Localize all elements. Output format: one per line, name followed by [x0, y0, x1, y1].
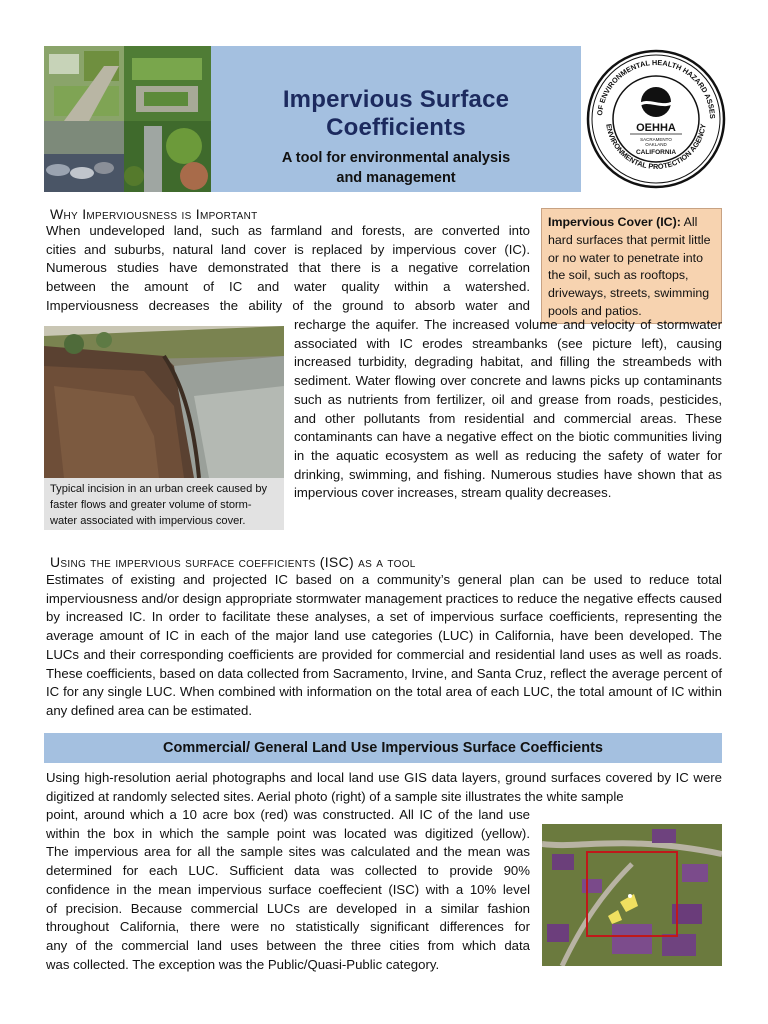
header-photo-collage: [44, 46, 211, 192]
section3-line: determined for each LUC. Sufficient data was collected to provide 90%: [46, 863, 530, 879]
section3-line: was collected. The exception was the Public/Quasi-Public category.: [46, 956, 440, 972]
impervious-cover-definition-callout: [541, 208, 722, 324]
section3-line: throughout California, there were no statistically significant differences for: [46, 919, 530, 935]
section3-line: The impervious area for all the sample sites was calculated and the mean was: [46, 844, 530, 860]
subtitle-line-2: and management: [336, 170, 456, 186]
section1-narrow-text: [294, 316, 722, 503]
section1-narrow-paragraph: recharge the aquifer. The increased volume and velocity of stormwater associated with IC erodes streambanks (see picture left), causing increased turbidity, degrading habitat, and filling the streambeds with sediment. Water flowing over concrete and lawns picks up contaminants such as nutrients from fertilizer, oil and grease from roads, pesticides, and other pollutants from residential and commercial areas. These contaminants can have a negative effect on the biotic communities living in the aquatic ecosystem as well as reducing the safety of water for drinking, swimming, and fishing. Numerous studies have shown that as impervious cover increases, stream quality decreases.: [294, 317, 722, 501]
oehha-seal-logo: [586, 46, 726, 192]
svg-text:ENVIRONMENTAL PROTECTION AGENC: ENVIRONMENTAL PROTECTION AGENCY: [604, 123, 708, 172]
section3-wide-text: [46, 769, 722, 806]
svg-text:OAKLAND: OAKLAND: [645, 142, 667, 147]
section3-paragraph: Using high-resolution aerial photographs and local land use GIS data layers, ground surfaces covered by IC were digitized at randomly selected sites. Aerial photo (right) of a sample site illustrates the white sample: [46, 770, 722, 804]
section-heading-why: Why Imperviousness is Important: [50, 206, 258, 222]
svg-text:OFFICE OF ENVIRONMENTAL HEALTH: OF ENVIRONMENTAL HEALTH HAZARD ASSES: [595, 57, 718, 120]
section1-line: cities and suburbs, natural land cover is replaced by impervious cover (IC).: [46, 241, 530, 257]
creek-photo-caption: Typical incision in an urban creek caused by faster flows and greater volume of storm-water associated with impervious cover.: [44, 478, 284, 530]
title-band: [211, 46, 581, 192]
page-title: Impervious Surface Coefficients: [282, 86, 510, 141]
callout-definition: All hard surfaces that permit little or no water to penetrate into the soil, such as rooftops, driveways, streets, swimming pools and patios.: [548, 215, 711, 318]
section3-narrow-text: [46, 806, 530, 974]
section-heading-using-isc: Using the impervious surface coefficients (ISC) as a tool: [50, 554, 416, 570]
section3-line: of precision. Because commercial LUCs are developed in a similar fashion: [46, 900, 530, 916]
subtitle-line-1: A tool for environmental analysis: [281, 150, 511, 166]
svg-text:OEHHA: OEHHA: [636, 122, 676, 134]
callout-term: Impervious Cover (IC):: [548, 215, 681, 229]
eroded-creek-photo: [44, 326, 284, 478]
section1-line: between the amount of IC and water quality within a watershed.: [46, 279, 530, 295]
svg-text:SACRAMENTO: SACRAMENTO: [640, 137, 672, 142]
section3-line: any of the commercial land uses between the three cities from which data: [46, 937, 530, 953]
section1-line: Numerous studies have demonstrated that there is a negative correlation: [46, 260, 530, 276]
section1-line: When undeveloped land, such as farmland and forests, are converted into: [46, 223, 530, 238]
section3-line: confidence in the mean impervious surface coeffecient (ISC) with a 10% level: [46, 881, 530, 897]
section1-line: Imperviousness decreases the ability of the ground to absorb water and: [46, 297, 530, 313]
svg-text:CALIFORNIA: CALIFORNIA: [635, 149, 677, 156]
section2-text: [46, 571, 722, 721]
section1-wide-text: [46, 222, 530, 316]
section3-line: within the box in which the sample point was located was digitized (yellow).: [46, 825, 530, 841]
commercial-coefficients-banner: Commercial/ General Land Use Impervious Surface Coefficients: [44, 733, 722, 763]
aerial-sample-site-photo: [542, 824, 722, 966]
section2-paragraph: Estimates of existing and projected IC based on a community’s general plan can be used to reduce total imperviousness and/or design appropriate stormwater management practices to reduce the negative effects caused by increased IC. In order to facilitate these analyses, a set of impervious surface coefficients, representing the average amount of IC in each of the major land use categories (LUC) in California, have been developed. The LUCs and their corresponding coefficients are provided for commercial and residential land uses as well as roads. These coefficients, based on data collected from Sacramento, Irvine, and Santa Cruz, reflect the average percent of IC for any single LUC. When combined with information on the total area of each LUC, the total amount of IC within any defined area can be estimated.: [46, 572, 722, 718]
section3-line: point, around which a 10 acre box (red) was constructed. All IC of the land use: [46, 807, 530, 822]
